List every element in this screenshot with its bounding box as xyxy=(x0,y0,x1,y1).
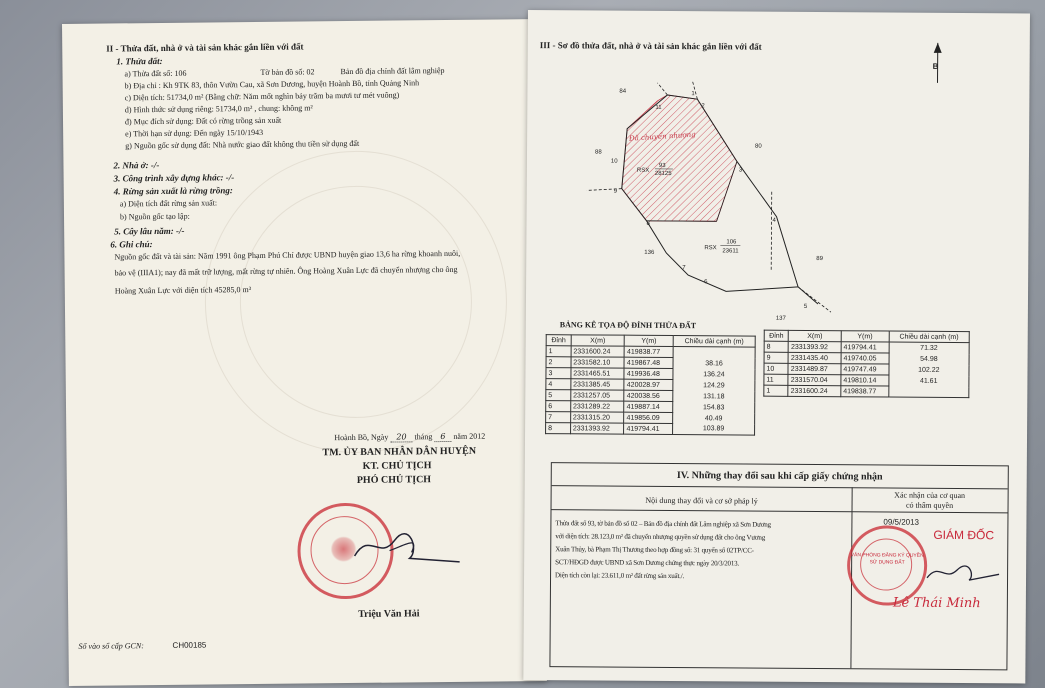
map-point-6: 6 xyxy=(704,279,708,286)
section-2-title: 2. Nhà ở: -/- xyxy=(113,159,160,171)
table-cell: 2331570.04 xyxy=(788,374,841,385)
signer-name: Triệu Văn Hải xyxy=(358,608,420,620)
issuer-title-1: KT. CHỦ TỊCH xyxy=(362,460,432,472)
note-line-1: Nguồn gốc đất và tài sản: Năm 1991 ông Phạm Phú Chí được UBND huyện giao 13,6 ha rừng khoanh nuôi, xyxy=(114,248,461,262)
table-cell: 38.16 xyxy=(673,358,755,370)
table-cell: 420038.56 xyxy=(624,390,673,401)
map-point-8: 8 xyxy=(646,220,650,227)
forest-area: a) Diện tích đất rừng sản xuất: xyxy=(119,198,218,209)
map-rsx93-number: 93 xyxy=(658,162,666,169)
map-label-n136: 136 xyxy=(644,249,655,256)
confirm-date: 09/5/2013 xyxy=(883,517,920,527)
table-cell: 3 xyxy=(546,368,571,379)
table-cell: 124.29 xyxy=(673,380,755,392)
table-cell: 6 xyxy=(546,401,571,412)
map-point-1: 1 xyxy=(691,91,695,98)
forest-origin: b) Nguồn gốc tạo lập: xyxy=(119,211,190,222)
table-cell: 2 xyxy=(546,357,571,368)
section-5-title: 5. Cây lâu năm: -/- xyxy=(114,225,185,237)
table-cell: 154.83 xyxy=(673,402,755,414)
table-cell: 2331465.51 xyxy=(571,368,625,379)
confirm-signer: Lê Thái Minh xyxy=(892,595,981,612)
change-line-5: Diện tích còn lại: 23.611,0 m² đất rừng sản xuất./. xyxy=(555,571,685,581)
map-label-n84: 84 xyxy=(619,88,627,95)
coord-header-x: X(m) xyxy=(789,330,842,341)
table-cell: 2331489.87 xyxy=(788,363,841,374)
coord-header-y: Y(m) xyxy=(625,335,674,346)
table-cell: 419810.14 xyxy=(841,375,889,386)
change-line-1: Thửa đất số 93, tờ bản đồ số 02 – Bản đồ địa chính đất Lâm nghiệp xã Sơn Dương xyxy=(555,519,771,529)
parcel-number: a) Thửa đất số: 106 xyxy=(124,68,187,79)
address: b) Địa chỉ : Kh 9TK 83, thôn Vườn Cau, xã Sơn Dương, huyện Hoành Bồ, tỉnh Quảng Ninh xyxy=(124,78,420,91)
table-cell: 41.61 xyxy=(889,375,969,387)
table-cell: 420028.97 xyxy=(624,379,673,390)
section-1-title: 1. Thửa đất: xyxy=(116,55,163,67)
change-line-2: với diện tích: 28.123,0 m² đã chuyển nhượng quyền sử dụng đất cho ông Vương xyxy=(555,532,766,542)
usage-purpose: đ) Mục đích sử dụng: Đất có rừng trồng sản xuất xyxy=(124,115,282,127)
table-cell: 2331600.24 xyxy=(788,385,841,396)
issue-date: Hoành Bồ, Ngày 20 tháng 6 năm 2012 xyxy=(334,431,486,443)
note-line-2: bảo vệ (IIIA1); nay đã mất trữ lượng, mất rừng tự nhiên. Ông Hoàng Xuân Lực đã chuyển nhượng cho ông xyxy=(114,264,458,278)
table-cell: 2331393.92 xyxy=(788,341,841,352)
table-cell: 54.98 xyxy=(889,353,969,365)
map-label-n80: 80 xyxy=(755,143,762,150)
table-cell: 103.89 xyxy=(673,424,755,436)
map-rsx106-number: 106 xyxy=(726,239,737,246)
table-cell: 10 xyxy=(764,363,788,374)
usage-origin: g) Nguồn gốc sử dụng đất: Nhà nước giao đất không thu tiền sử dụng đất xyxy=(125,138,360,151)
table-cell: 131.18 xyxy=(673,391,755,403)
usage-form: d) Hình thức sử dụng riêng: 51734,0 m² , chung: không m² xyxy=(124,103,313,115)
gcn-number: CH00185 xyxy=(172,640,207,650)
map-point-5: 5 xyxy=(803,303,808,310)
coord-table-2 xyxy=(763,330,969,398)
map-section-heading: III - Sơ đồ thửa đất, nhà ở và tài sản khác gắn liền với đất xyxy=(539,40,762,52)
table-cell: 2331582.10 xyxy=(571,357,625,368)
section-4-title: 4. Rừng sản xuất là rừng trồng: xyxy=(113,185,233,197)
section-heading: II - Thửa đất, nhà ở và tài sản khác gắn liền với đất xyxy=(106,41,304,54)
table-cell: 419747.49 xyxy=(841,364,889,375)
map-point-3: 3 xyxy=(738,167,743,174)
coord-header-length: Chiều dài cạnh (m) xyxy=(673,336,755,348)
table-cell: 2331289.22 xyxy=(570,401,624,412)
table-cell: 419867.48 xyxy=(624,357,673,368)
table-cell: 2331385.45 xyxy=(571,379,625,390)
table-cell: 1 xyxy=(546,346,571,357)
table-cell: 11 xyxy=(764,374,788,385)
table-cell xyxy=(888,386,968,398)
certificate-right-page xyxy=(523,10,1030,683)
changes-col-content: Nội dung thay đổi và cơ sở pháp lý xyxy=(645,495,758,506)
map-sheet-number: Tờ bản đồ số: 02 xyxy=(260,67,315,77)
table-cell: 419936.48 xyxy=(624,368,673,379)
map-point-7: 7 xyxy=(682,265,686,272)
table-cell: 7 xyxy=(546,412,571,423)
table-cell xyxy=(673,347,755,359)
coord-table-1 xyxy=(545,334,756,435)
confirm-title: GIÁM ĐỐC xyxy=(933,527,995,543)
gcn-label: Số vào sổ cấp GCN: xyxy=(78,641,144,651)
map-type: Bản đồ địa chính đất lâm nghiệp xyxy=(340,65,445,77)
table-cell: 5 xyxy=(546,390,571,401)
table-cell: 9 xyxy=(764,352,788,363)
coord-header-length: Chiều dài cạnh (m) xyxy=(889,331,969,343)
table-cell: 2331315.20 xyxy=(570,412,624,423)
table-cell: 419838.77 xyxy=(624,346,673,357)
changes-title: IV. Những thay đổi sau khi cấp giấy chứng nhận xyxy=(676,470,883,483)
issuer-title-2: PHÓ CHỦ TỊCH xyxy=(356,474,432,486)
table-row xyxy=(764,385,969,397)
issuer-org: TM. ỦY BAN NHÂN DÂN HUYỆN xyxy=(322,445,477,459)
table-cell: 2331257.05 xyxy=(571,390,625,401)
section-6-title: 6. Ghi chú: xyxy=(110,239,153,250)
changes-col-confirm-1: Xác nhận của cơ quan xyxy=(894,490,966,501)
parcel-sketch-map xyxy=(566,70,838,322)
table-cell: 419838.77 xyxy=(841,386,889,397)
map-label-n89: 89 xyxy=(816,256,823,263)
table-cell: 136.24 xyxy=(673,369,755,381)
office-seal-text: VĂN PHÒNG ĐĂNG KÝ QUYỀN SỬ DỤNG ĐẤT xyxy=(850,552,924,566)
map-point-10: 10 xyxy=(610,158,618,165)
table-cell: 4 xyxy=(546,379,571,390)
map-label-n88: 88 xyxy=(594,149,602,156)
office-seal-stamp xyxy=(847,525,928,606)
table-cell: 71.32 xyxy=(889,342,969,354)
table-cell: 8 xyxy=(546,423,571,434)
coord-table-title: BẢNG KÊ TỌA ĐỘ ĐỈNH THỬA ĐẤT xyxy=(559,320,697,331)
note-line-3: Hoàng Xuân Lực với diện tích 45285,0 m³ xyxy=(114,285,252,296)
map-rsx106-prefix: RSX xyxy=(704,245,717,252)
table-row xyxy=(546,423,755,435)
coord-header-vertex: Đỉnh xyxy=(764,330,788,341)
coord-header-y: Y(m) xyxy=(841,331,889,342)
table-cell: 1 xyxy=(764,385,788,396)
map-rsx106-area: 23611 xyxy=(722,248,739,255)
changes-col-confirm-2: có thẩm quyền xyxy=(905,500,954,510)
changes-section xyxy=(549,462,1008,670)
map-label-n137: 137 xyxy=(775,315,786,322)
map-handwritten-note: Đã chuyển nhượng xyxy=(628,130,696,143)
change-line-4: SCT/HĐGD được UBND xã Sơn Dương chứng thực ngày 20/3/2013. xyxy=(555,558,740,568)
table-cell: 419794.41 xyxy=(624,423,673,434)
map-point-11: 11 xyxy=(655,104,662,111)
map-rsx93-area: 28125 xyxy=(654,170,672,178)
section-3-title: 3. Công trình xây dựng khác: -/- xyxy=(113,172,235,184)
table-cell: 2331600.24 xyxy=(571,346,625,357)
change-line-3: Xuân Thủy, bà Phạm Thị Thương theo hợp đồng số: 31 quyển số 02TP/CC- xyxy=(555,545,754,555)
map-point-2: 2 xyxy=(701,103,705,110)
coord-header-vertex: Đỉnh xyxy=(546,335,571,346)
table-cell: 419887.14 xyxy=(624,401,673,412)
usage-term: e) Thời hạn sử dụng: Đến ngày 15/10/1943 xyxy=(125,127,264,139)
signature xyxy=(349,520,470,571)
area: c) Diện tích: 51734,0 m² (Bằng chữ: Năm mốt nghìn bảy trăm ba mươi tư mét vuông) xyxy=(124,90,400,103)
table-cell: 419794.41 xyxy=(841,342,889,353)
map-point-9: 9 xyxy=(613,188,618,195)
coord-header-x: X(m) xyxy=(571,335,625,346)
north-label: B xyxy=(932,61,939,71)
table-cell: 2331435.40 xyxy=(788,352,841,363)
table-cell: 102.22 xyxy=(889,364,969,376)
table-cell: 2331393.92 xyxy=(570,423,624,434)
confirm-signature xyxy=(923,556,1003,587)
map-rsx93-prefix: RSX xyxy=(636,167,650,174)
watermark-emblem-inner xyxy=(239,185,473,419)
certificate-left-page xyxy=(62,19,547,686)
table-cell: 40.49 xyxy=(673,413,755,425)
table-cell: 419856.09 xyxy=(624,412,673,423)
map-point-4: 4 xyxy=(772,217,776,224)
table-cell: 8 xyxy=(764,341,788,352)
table-cell: 419740.05 xyxy=(841,353,889,364)
